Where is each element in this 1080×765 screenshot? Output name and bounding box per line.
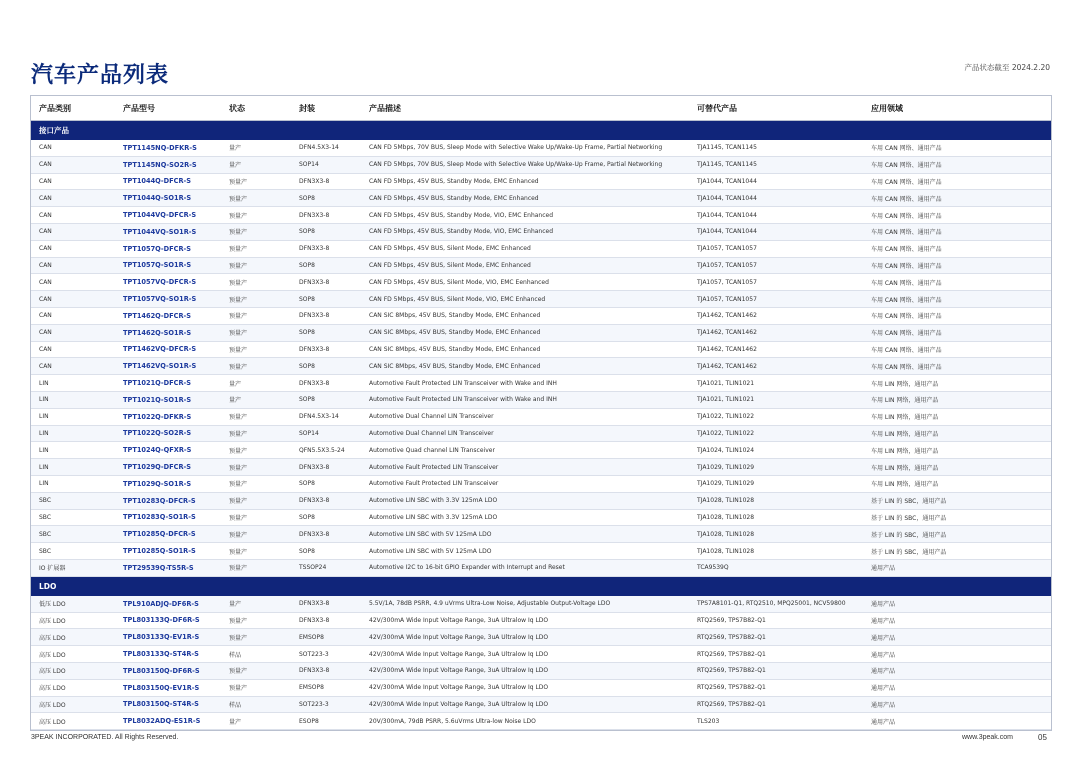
package-cell: SOP8 (291, 391, 361, 408)
application-cell: 通用产品 (863, 629, 1051, 646)
table-row (31, 596, 1051, 612)
status-cell: 预量产 (221, 475, 291, 492)
category-cell: 高压 LDO (31, 646, 115, 663)
model-cell[interactable]: TPT1029Q-DFCR-S (115, 459, 221, 476)
alternative-cell: TLS203 (689, 713, 863, 730)
description-cell: Automotive LIN SBC with 5V 125mA LDO (361, 526, 689, 543)
alternative-cell: TJA1057, TCAN1057 (689, 291, 863, 308)
model-cell[interactable]: TPT1057VQ-DFCR-S (115, 274, 221, 291)
description-cell: Automotive Fault Protected LIN Transceiver with Wake and INH (361, 375, 689, 392)
alternative-cell: RTQ2569, TPS7B82-Q1 (689, 612, 863, 629)
description-cell: CAN FD 5Mbps, 70V BUS, Sleep Mode with Selective Wake Up/Wake-Up Frame, Partial Networking (361, 156, 689, 173)
alternative-cell: TJA1462, TCAN1462 (689, 341, 863, 358)
table-row (31, 612, 1051, 629)
package-cell: DFN3X3-8 (291, 526, 361, 543)
category-cell: CAN (31, 358, 115, 375)
alternative-cell: TJA1021, TLIN1021 (689, 391, 863, 408)
alternative-cell: TJA1022, TLIN1022 (689, 408, 863, 425)
column-header: 产品描述 (361, 96, 689, 121)
description-cell: Automotive Fault Protected LIN Transceiver (361, 475, 689, 492)
description-cell: 42V/300mA Wide Input Voltage Range, 3uA Ultralow Iq LDO (361, 662, 689, 679)
model-cell[interactable]: TPT1024Q-QFXR-S (115, 442, 221, 459)
table-row (31, 358, 1051, 375)
description-cell: Automotive Quad channel LIN Transceiver (361, 442, 689, 459)
model-cell[interactable]: TPT1462Q-SO1R-S (115, 324, 221, 341)
model-cell[interactable]: TPT1021Q-DFCR-S (115, 375, 221, 392)
package-cell: DFN3X3-8 (291, 492, 361, 509)
status-cell: 预量产 (221, 526, 291, 543)
category-cell: IO 扩展器 (31, 559, 115, 576)
category-cell: CAN (31, 324, 115, 341)
table-row (31, 713, 1051, 730)
alternative-cell: TJA1021, TLIN1021 (689, 375, 863, 392)
model-cell[interactable]: TPL8032ADQ-ES1R-S (115, 713, 221, 730)
status-cell: 预量产 (221, 543, 291, 560)
model-cell[interactable]: TPT1021Q-SO1R-S (115, 391, 221, 408)
footer-url[interactable]: www.3peak.com (962, 734, 1013, 741)
application-cell: 车用 LIN 网络，通用产品 (863, 391, 1051, 408)
category-cell: CAN (31, 240, 115, 257)
model-cell[interactable]: TPL910ADJQ-DF6R-S (115, 596, 221, 612)
table-row (31, 375, 1051, 392)
table-row (31, 341, 1051, 358)
package-cell: DFN3X3-8 (291, 459, 361, 476)
application-cell: 车用 CAN 网络、通用产品 (863, 240, 1051, 257)
application-cell: 车用 CAN 网络、通用产品 (863, 223, 1051, 240)
model-cell[interactable]: TPL803150Q-DF6R-S (115, 662, 221, 679)
category-cell: 高压 LDO (31, 696, 115, 713)
table-row (31, 679, 1051, 696)
description-cell: 42V/300mA Wide Input Voltage Range, 3uA Ultralow Iq LDO (361, 679, 689, 696)
description-cell: Automotive LIN SBC with 5V 125mA LDO (361, 543, 689, 560)
description-cell: 20V/300mA, 79dB PSRR, 5.6uVrms Ultra-low Noise LDO (361, 713, 689, 730)
description-cell: 42V/300mA Wide Input Voltage Range, 3uA Ultralow Iq LDO (361, 696, 689, 713)
application-cell: 车用 CAN 网络、通用产品 (863, 358, 1051, 375)
alternative-cell: TJA1022, TLIN1022 (689, 425, 863, 442)
package-cell: DFN3X3-8 (291, 240, 361, 257)
application-cell: 车用 LIN 网络，通用产品 (863, 475, 1051, 492)
package-cell: DFN3X3-8 (291, 307, 361, 324)
alternative-cell: TJA1028, TLIN1028 (689, 509, 863, 526)
category-cell: CAN (31, 341, 115, 358)
description-cell: CAN FD 5Mbps, 45V BUS, Standby Mode, VIO, EMC Enhanced (361, 223, 689, 240)
package-cell: DFN3X3-8 (291, 375, 361, 392)
column-header: 封装 (291, 96, 361, 121)
model-cell[interactable]: TPT1145NQ-DFKR-S (115, 140, 221, 156)
application-cell: 车用 LIN 网络，通用产品 (863, 408, 1051, 425)
alternative-cell: TJA1028, TLIN1028 (689, 526, 863, 543)
section-title: 接口产品 (31, 121, 1051, 141)
column-header: 可替代产品 (689, 96, 863, 121)
package-cell: TSSOP24 (291, 559, 361, 576)
table-row (31, 324, 1051, 341)
category-cell: LIN (31, 408, 115, 425)
description-cell: 42V/300mA Wide Input Voltage Range, 3uA Ultralow Iq LDO (361, 629, 689, 646)
description-cell: Automotive Fault Protected LIN Transceiver (361, 459, 689, 476)
table-row (31, 459, 1051, 476)
column-header: 状态 (221, 96, 291, 121)
model-cell[interactable]: TPL803150Q-ST4R-S (115, 696, 221, 713)
table-row (31, 475, 1051, 492)
alternative-cell: TJA1057, TCAN1057 (689, 274, 863, 291)
alternative-cell: RTQ2569, TPS7B82-Q1 (689, 646, 863, 663)
model-cell[interactable]: TPT10285Q-DFCR-S (115, 526, 221, 543)
alternative-cell: TJA1024, TLIN1024 (689, 442, 863, 459)
alternative-cell: TJA1028, TLIN1028 (689, 543, 863, 560)
alternative-cell: TJA1044, TCAN1044 (689, 207, 863, 224)
alternative-cell: TJA1029, TLIN1029 (689, 475, 863, 492)
application-cell: 通用产品 (863, 696, 1051, 713)
table-row (31, 223, 1051, 240)
alternative-cell: RTQ2569, TPS7B82-Q1 (689, 679, 863, 696)
category-cell: LIN (31, 442, 115, 459)
application-cell: 基于 LIN 的 SBC，通用产品 (863, 543, 1051, 560)
status-cell: 预量产 (221, 307, 291, 324)
table-row (31, 629, 1051, 646)
alternative-cell: RTQ2569, TPS7B82-Q1 (689, 696, 863, 713)
application-cell: 车用 LIN 网络，通用产品 (863, 425, 1051, 442)
category-cell: CAN (31, 190, 115, 207)
status-cell: 预量产 (221, 274, 291, 291)
model-cell[interactable]: TPT1022Q-DFKR-S (115, 408, 221, 425)
category-cell: CAN (31, 291, 115, 308)
status-cell: 样品 (221, 646, 291, 663)
application-cell: 车用 CAN 网络、通用产品 (863, 291, 1051, 308)
alternative-cell: TJA1462, TCAN1462 (689, 358, 863, 375)
application-cell: 车用 CAN 网络、通用产品 (863, 257, 1051, 274)
status-cell: 预量产 (221, 257, 291, 274)
package-cell: DFN3X3-8 (291, 274, 361, 291)
description-cell: CAN SIC 8Mbps, 45V BUS, Standby Mode, EMC Enhanced (361, 341, 689, 358)
category-cell: CAN (31, 274, 115, 291)
category-cell: LIN (31, 391, 115, 408)
category-cell: 低压 LDO (31, 596, 115, 612)
application-cell: 通用产品 (863, 612, 1051, 629)
package-cell: SOP8 (291, 475, 361, 492)
application-cell: 通用产品 (863, 596, 1051, 612)
alternative-cell: TJA1145, TCAN1145 (689, 140, 863, 156)
category-cell: SBC (31, 526, 115, 543)
model-cell[interactable]: TPT1022Q-SO2R-S (115, 425, 221, 442)
package-cell: DFN4.5X3-14 (291, 408, 361, 425)
description-cell: CAN FD 5Mbps, 45V BUS, Standby Mode, EMC Enhanced (361, 190, 689, 207)
application-cell: 基于 LIN 的 SBC，通用产品 (863, 509, 1051, 526)
model-cell[interactable]: TPT1044Q-DFCR-S (115, 173, 221, 190)
package-cell: SOT223-3 (291, 696, 361, 713)
category-cell: CAN (31, 207, 115, 224)
application-cell: 通用产品 (863, 713, 1051, 730)
category-cell: LIN (31, 475, 115, 492)
category-cell: LIN (31, 375, 115, 392)
table-row (31, 140, 1051, 156)
package-cell: SOP8 (291, 223, 361, 240)
status-cell: 预量产 (221, 291, 291, 308)
package-cell: EMSOP8 (291, 679, 361, 696)
alternative-cell: TCA9539Q (689, 559, 863, 576)
model-cell[interactable]: TPT1044VQ-SO1R-S (115, 223, 221, 240)
package-cell: SOP8 (291, 324, 361, 341)
table-row (31, 156, 1051, 173)
table-row (31, 391, 1051, 408)
application-cell: 车用 LIN 网络，通用产品 (863, 442, 1051, 459)
description-cell: Automotive Dual Channel LIN Transceiver (361, 408, 689, 425)
alternative-cell: TJA1044, TCAN1044 (689, 190, 863, 207)
table-row (31, 291, 1051, 308)
table-row (31, 509, 1051, 526)
model-cell[interactable]: TPT10285Q-SO1R-S (115, 543, 221, 560)
application-cell: 车用 CAN 网络、通用产品 (863, 173, 1051, 190)
application-cell: 车用 CAN 网络、通用产品 (863, 307, 1051, 324)
section-header-row (31, 576, 1051, 596)
model-cell[interactable]: TPT10283Q-SO1R-S (115, 509, 221, 526)
application-cell: 车用 LIN 网络，通用产品 (863, 375, 1051, 392)
section-title: LDO (31, 576, 1051, 596)
description-cell: Automotive LIN SBC with 3.3V 125mA LDO (361, 509, 689, 526)
package-cell: SOP8 (291, 543, 361, 560)
description-cell: CAN SIC 8Mbps, 45V BUS, Standby Mode, EMC Enhanced (361, 324, 689, 341)
package-cell: DFN3X3-8 (291, 596, 361, 612)
section-header-row (31, 121, 1051, 141)
status-cell: 预量产 (221, 190, 291, 207)
application-cell: 车用 CAN 网络、通用产品 (863, 324, 1051, 341)
page-title: 汽车产品列表 (31, 63, 170, 88)
status-cell: 预量产 (221, 223, 291, 240)
category-cell: SBC (31, 543, 115, 560)
description-cell: CAN FD 5Mbps, 45V BUS, Standby Mode, EMC Enhanced (361, 173, 689, 190)
package-cell: SOP14 (291, 156, 361, 173)
package-cell: ESOP8 (291, 713, 361, 730)
status-cell: 预量产 (221, 509, 291, 526)
table-row (31, 257, 1051, 274)
package-cell: EMSOP8 (291, 629, 361, 646)
application-cell: 车用 CAN 网络、通用产品 (863, 341, 1051, 358)
category-cell: SBC (31, 492, 115, 509)
description-cell: 42V/300mA Wide Input Voltage Range, 3uA Ultralow Iq LDO (361, 646, 689, 663)
status-cell: 预量产 (221, 240, 291, 257)
category-cell: CAN (31, 156, 115, 173)
status-cell: 预量产 (221, 324, 291, 341)
application-cell: 通用产品 (863, 679, 1051, 696)
alternative-cell: TJA1044, TCAN1044 (689, 173, 863, 190)
category-cell: 高压 LDO (31, 612, 115, 629)
category-cell: LIN (31, 425, 115, 442)
application-cell: 车用 CAN 网络、通用产品 (863, 207, 1051, 224)
application-cell: 通用产品 (863, 559, 1051, 576)
application-cell: 车用 CAN 网络、通用产品 (863, 274, 1051, 291)
package-cell: SOP8 (291, 190, 361, 207)
column-header: 产品类别 (31, 96, 115, 121)
application-cell: 车用 LIN 网络，通用产品 (863, 459, 1051, 476)
table-row (31, 274, 1051, 291)
package-cell: QFN5.5X3.5-24 (291, 442, 361, 459)
table-row (31, 190, 1051, 207)
category-cell: CAN (31, 140, 115, 156)
model-cell[interactable]: TPL803133Q-DF6R-S (115, 612, 221, 629)
description-cell: Automotive Fault Protected LIN Transceiver with Wake and INH (361, 391, 689, 408)
package-cell: SOP8 (291, 509, 361, 526)
package-cell: SOT223-3 (291, 646, 361, 663)
status-cell: 预量产 (221, 559, 291, 576)
application-cell: 车用 CAN 网络、通用产品 (863, 156, 1051, 173)
category-cell: SBC (31, 509, 115, 526)
table-row (31, 408, 1051, 425)
table-row (31, 526, 1051, 543)
alternative-cell: TJA1462, TCAN1462 (689, 324, 863, 341)
table-row (31, 543, 1051, 560)
alternative-cell: TJA1057, TCAN1057 (689, 257, 863, 274)
alternative-cell: RTQ2569, TPS7B82-Q1 (689, 629, 863, 646)
page-number: 05 (1038, 733, 1047, 742)
status-cell: 量产 (221, 156, 291, 173)
alternative-cell: TPS7A8101-Q1, RTQ2510, MPQ25001, NCV59800 (689, 596, 863, 612)
status-cell: 样品 (221, 696, 291, 713)
application-cell: 通用产品 (863, 646, 1051, 663)
description-cell: Automotive LIN SBC with 3.3V 125mA LDO (361, 492, 689, 509)
package-cell: DFN3X3-8 (291, 612, 361, 629)
description-cell: CAN FD 5Mbps, 45V BUS, Silent Mode, EMC Enhanced (361, 257, 689, 274)
footer-copyright: 3PEAK INCORPORATED. All Rights Reserved. (31, 734, 179, 741)
description-cell: CAN FD 5Mbps, 70V BUS, Sleep Mode with Selective Wake Up/Wake-Up Frame, Partial Networking (361, 140, 689, 156)
status-cell: 预量产 (221, 679, 291, 696)
alternative-cell: TJA1044, TCAN1044 (689, 223, 863, 240)
table-row (31, 173, 1051, 190)
model-cell[interactable]: TPL803133Q-EV1R-S (115, 629, 221, 646)
status-cell: 预量产 (221, 425, 291, 442)
model-cell[interactable]: TPT1145NQ-SO2R-S (115, 156, 221, 173)
model-cell[interactable]: TPT1462VQ-SO1R-S (115, 358, 221, 375)
status-cell: 预量产 (221, 662, 291, 679)
package-cell: DFN3X3-8 (291, 662, 361, 679)
description-cell: Automotive I2C to 16-bit GPIO Expander with Interrupt and Reset (361, 559, 689, 576)
package-cell: SOP8 (291, 358, 361, 375)
category-cell: 高压 LDO (31, 713, 115, 730)
description-cell: CAN SIC 8Mbps, 45V BUS, Standby Mode, EMC Enhanced (361, 307, 689, 324)
description-cell: 5.5V/1A, 78dB PSRR, 4.9 uVrms Ultra-Low Noise, Adjustable Output-Voltage LDO (361, 596, 689, 612)
table-row (31, 240, 1051, 257)
table-row (31, 307, 1051, 324)
category-cell: CAN (31, 173, 115, 190)
category-cell: 高压 LDO (31, 629, 115, 646)
application-cell: 车用 CAN 网络、通用产品 (863, 140, 1051, 156)
description-cell: Automotive Dual Channel LIN Transceiver (361, 425, 689, 442)
status-cell: 量产 (221, 596, 291, 612)
package-cell: DFN4.5X3-14 (291, 140, 361, 156)
model-cell[interactable]: TPT29539Q-TS5R-S (115, 559, 221, 576)
status-cell: 量产 (221, 140, 291, 156)
table-row (31, 442, 1051, 459)
package-cell: DFN3X3-8 (291, 173, 361, 190)
product-table (30, 95, 1052, 731)
status-cell: 预量产 (221, 612, 291, 629)
application-cell: 基于 LIN 的 SBC，通用产品 (863, 526, 1051, 543)
application-cell: 通用产品 (863, 662, 1051, 679)
status-cell: 预量产 (221, 492, 291, 509)
description-cell: CAN SIC 8Mbps, 45V BUS, Standby Mode, EMC Enhanced (361, 358, 689, 375)
table-row (31, 207, 1051, 224)
description-cell: 42V/300mA Wide Input Voltage Range, 3uA Ultralow Iq LDO (361, 612, 689, 629)
status-cell: 预量产 (221, 358, 291, 375)
status-cell: 预量产 (221, 408, 291, 425)
table-row (31, 559, 1051, 576)
category-cell: CAN (31, 307, 115, 324)
status-cell: 预量产 (221, 629, 291, 646)
model-cell[interactable]: TPT1057Q-DFCR-S (115, 240, 221, 257)
package-cell: SOP8 (291, 257, 361, 274)
status-cell: 量产 (221, 391, 291, 408)
application-cell: 基于 LIN 的 SBC，通用产品 (863, 492, 1051, 509)
alternative-cell: TJA1462, TCAN1462 (689, 307, 863, 324)
description-cell: CAN FD 5Mbps, 45V BUS, Silent Mode, EMC Enhanced (361, 240, 689, 257)
status-cell: 量产 (221, 713, 291, 730)
model-cell[interactable]: TPT1462VQ-DFCR-S (115, 341, 221, 358)
table-row (31, 425, 1051, 442)
alternative-cell: TJA1057, TCAN1057 (689, 240, 863, 257)
alternative-cell: TJA1029, TLIN1029 (689, 459, 863, 476)
package-cell: SOP8 (291, 291, 361, 308)
model-cell[interactable]: TPT10283Q-DFCR-S (115, 492, 221, 509)
status-cell: 预量产 (221, 207, 291, 224)
status-date: 产品状态截至 2024.2.20 (964, 63, 1050, 72)
category-cell: CAN (31, 223, 115, 240)
model-cell[interactable]: TPT1057VQ-SO1R-S (115, 291, 221, 308)
category-cell: LIN (31, 459, 115, 476)
model-cell[interactable]: TPT1044VQ-DFCR-S (115, 207, 221, 224)
status-cell: 预量产 (221, 459, 291, 476)
status-cell: 量产 (221, 375, 291, 392)
model-cell[interactable]: TPL803133Q-ST4R-S (115, 646, 221, 663)
status-cell: 预量产 (221, 341, 291, 358)
category-cell: 高压 LDO (31, 679, 115, 696)
category-cell: 高压 LDO (31, 662, 115, 679)
model-cell[interactable]: TPT1044Q-SO1R-S (115, 190, 221, 207)
application-cell: 车用 CAN 网络、通用产品 (863, 190, 1051, 207)
table-row (31, 492, 1051, 509)
package-cell: SOP14 (291, 425, 361, 442)
status-cell: 预量产 (221, 173, 291, 190)
alternative-cell: RTQ2569, TPS7B82-Q1 (689, 662, 863, 679)
column-header: 产品型号 (115, 96, 221, 121)
package-cell: DFN3X3-8 (291, 207, 361, 224)
alternative-cell: TJA1145, TCAN1145 (689, 156, 863, 173)
description-cell: CAN FD 5Mbps, 45V BUS, Silent Mode, VIO, EMC Enhanced (361, 291, 689, 308)
table-row (31, 646, 1051, 663)
description-cell: CAN FD 5Mbps, 45V BUS, Standby Mode, VIO, EMC Enhanced (361, 207, 689, 224)
table-row (31, 696, 1051, 713)
description-cell: CAN FD 5Mbps, 45V BUS, Silent Mode, VIO, EMC Eenhanced (361, 274, 689, 291)
package-cell: DFN3X3-8 (291, 341, 361, 358)
model-cell[interactable]: TPL803150Q-EV1R-S (115, 679, 221, 696)
model-cell[interactable]: TPT1057Q-SO1R-S (115, 257, 221, 274)
column-header: 应用领域 (863, 96, 1051, 121)
status-cell: 预量产 (221, 442, 291, 459)
table-header-row (31, 96, 1051, 121)
model-cell[interactable]: TPT1462Q-DFCR-S (115, 307, 221, 324)
category-cell: CAN (31, 257, 115, 274)
alternative-cell: TJA1028, TLIN1028 (689, 492, 863, 509)
model-cell[interactable]: TPT1029Q-SO1R-S (115, 475, 221, 492)
table-row (31, 662, 1051, 679)
